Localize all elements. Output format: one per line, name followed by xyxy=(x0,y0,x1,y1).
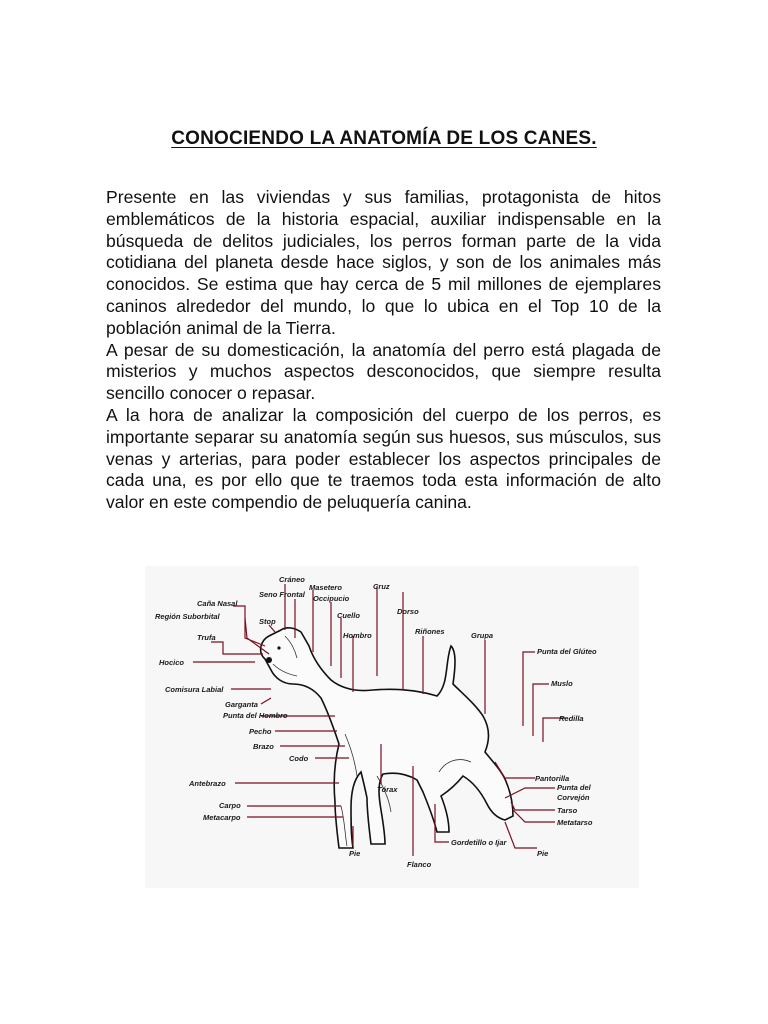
dog-anatomy-diagram xyxy=(145,566,639,888)
label-craneo: Cráneo xyxy=(279,575,305,584)
eye-dot xyxy=(277,646,280,649)
label-cruz: Cruz xyxy=(373,582,390,591)
label-tarso: Tarso xyxy=(557,806,578,815)
label-comisura-labial: Comisura Labial xyxy=(165,685,224,694)
label-punta-gluteo: Punta del Glúteo xyxy=(537,647,597,656)
label-torax: Tórax xyxy=(377,785,398,794)
label-metatarso: Metatarso xyxy=(557,818,593,827)
label-codo: Codo xyxy=(289,754,309,763)
label-gordetillo: Gordetillo o Ijar xyxy=(451,838,507,847)
label-cana-nasal: Caña Nasal xyxy=(197,599,238,608)
page-title-text: CONOCIENDO LA ANATOMÍA DE LOS CANES. xyxy=(171,128,597,149)
label-redilla: Redilla xyxy=(559,714,584,723)
body-text xyxy=(106,187,661,514)
label-cuello: Cuello xyxy=(337,611,360,620)
label-pie-front: Pie xyxy=(349,849,361,858)
dog-anatomy-figure xyxy=(145,566,639,888)
label-dorso: Dorso xyxy=(397,607,419,616)
label-metacarpo: Metacarpo xyxy=(203,813,241,822)
label-hocico: Hocico xyxy=(159,658,185,667)
label-occipucio: Occipucio xyxy=(313,594,350,603)
label-pantorilla: Pantorilla xyxy=(535,774,570,783)
paragraph: A pesar de su domesticación, la anatomía del perro está plagada de misterios y muchos aspectos desconocidos, que siempre resulta sencillo conocer o repasar. xyxy=(106,339,661,404)
label-carpo: Carpo xyxy=(219,801,241,810)
label-pecho: Pecho xyxy=(249,727,272,736)
label-garganta: Garganta xyxy=(225,700,258,709)
label-punta-hombro: Punta del Hombro xyxy=(223,711,288,720)
label-rinones: Riñones xyxy=(415,627,445,636)
dog-silhouette xyxy=(261,628,513,848)
label-pie-rear: Pie xyxy=(537,849,549,858)
paragraph: A la hora de analizar la composición del cuerpo de los perros, es importante separar su anatomía según sus huesos, sus músculos, sus venas y arterias, para poder establecer los aspectos principales de cada una, es por ello que te traemos toda esta información de alto valor en este compendio de peluquería canina. xyxy=(106,404,661,513)
label-trufa: Trufa xyxy=(197,633,216,642)
label-masetero: Masetero xyxy=(309,583,342,592)
nose-dot xyxy=(266,657,272,663)
label-hombro: Hombro xyxy=(343,631,372,640)
label-antebrazo: Antebrazo xyxy=(189,779,226,788)
paragraph: Presente en las viviendas y sus familias, protagonista de hitos emblemáticos de la historia espacial, auxiliar indispensable en la búsqueda de delitos judiciales, los perros forman parte de la vida cotidiana del planeta desde hace siglos, y son de los animales más conocidos. Se estima que hay cerca de 5 mil millones de ejemplares caninos alrededor del mundo, lo que lo ubica en el Top 10 de la población animal de la Tierra. xyxy=(106,187,661,338)
label-brazo: Brazo xyxy=(253,742,274,751)
label-seno-frontal: Seno Frontal xyxy=(259,590,305,599)
label-punta-corvejon-1: Punta del xyxy=(557,783,591,792)
label-grupa: Grupa xyxy=(471,631,494,640)
label-flanco: Flanco xyxy=(407,860,432,869)
label-muslo: Muslo xyxy=(551,679,573,688)
page-title xyxy=(0,128,768,150)
label-region-suborbital: Región Suborbital xyxy=(155,612,220,621)
label-punta-corvejon-2: Corvejón xyxy=(557,793,590,802)
label-stop: Stop xyxy=(259,617,276,626)
